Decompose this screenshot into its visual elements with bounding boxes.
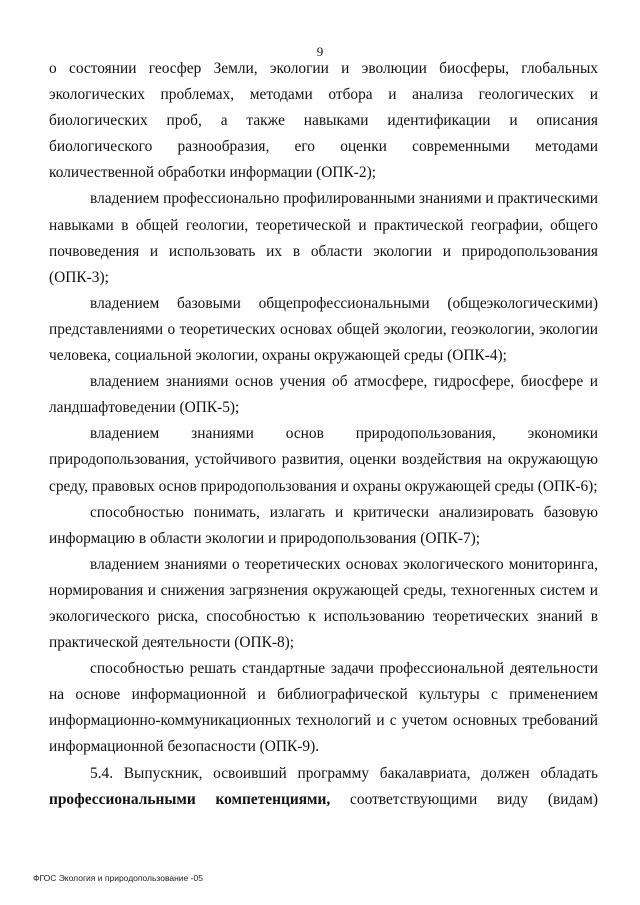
paragraph-opk-9: способностью решать стандартные задачи профессиональной деятельности на основе информационной и библиографической культуры с применением информационно-коммуникационных технологий и с учетом основных требований информационной безопасности (ОПК-9). (49, 660, 598, 756)
section-5-4-lead: 5.4. Выпускник, освоивший программу бакалавриата, должен обладать (90, 764, 598, 782)
paragraph-opk-5: владением знаниями основ учения об атмосфере, гидросфере, биосфере и ландшафтоведении (ОПК-5); (49, 373, 598, 417)
paragraph-opk-6: владением знаниями основ природопользования, экономики природопользования, устойчивого развития, оценки воздействия на окружающую среду, правовых основ природопользования и охраны окружающей среды (ОПК-6); (49, 425, 598, 495)
paragraph-opk-4: владением базовыми общепрофессиональными (общеэкологическими) представлениями о теоретических основах общей экологии, геоэкологии, экологии человека, социальной экологии, охраны окружающей среды (ОПК-4); (49, 294, 598, 365)
paragraph-opk-2: о состоянии геосфер Земли, экологии и эволюции биосферы, глобальных экологических проблемах, методами отбора и анализа геологических и биологических проб, а также навыками идентификации и описания биологического разнообразия, его оценки современными методами количественной обработки информации (ОПК-2); (49, 60, 598, 182)
paragraph-opk-3: владением профессионально профилированными знаниями и практическими навыками в общей геологии, теоретической и практической географии, общего почвоведения и использовать их в области экологии и природопользования (ОПК-3); (49, 190, 598, 286)
page-number: 9 (316, 44, 324, 59)
section-5-4-tail: соответствующими виду (видам) (350, 790, 598, 808)
document-body (49, 56, 598, 813)
paragraph-opk-8: владением знаниями о теоретических основах экологического мониторинга, нормирования и снижения загрязнения окружающей среды, техногенных систем и экологического риска, способностью к использованию теоретических знаний в практической деятельности (ОПК-8); (49, 555, 598, 652)
section-5-4-bold-term: профессиональными компетенциями, (49, 790, 331, 808)
footer-text: ФГОС Экология и природопользование -05 (33, 873, 203, 883)
paragraph-opk-7: способностью понимать, излагать и критически анализировать базовую информацию в области экологии и природопользования (ОПК-7); (49, 503, 598, 547)
paragraph-section-5-4 (49, 761, 598, 813)
